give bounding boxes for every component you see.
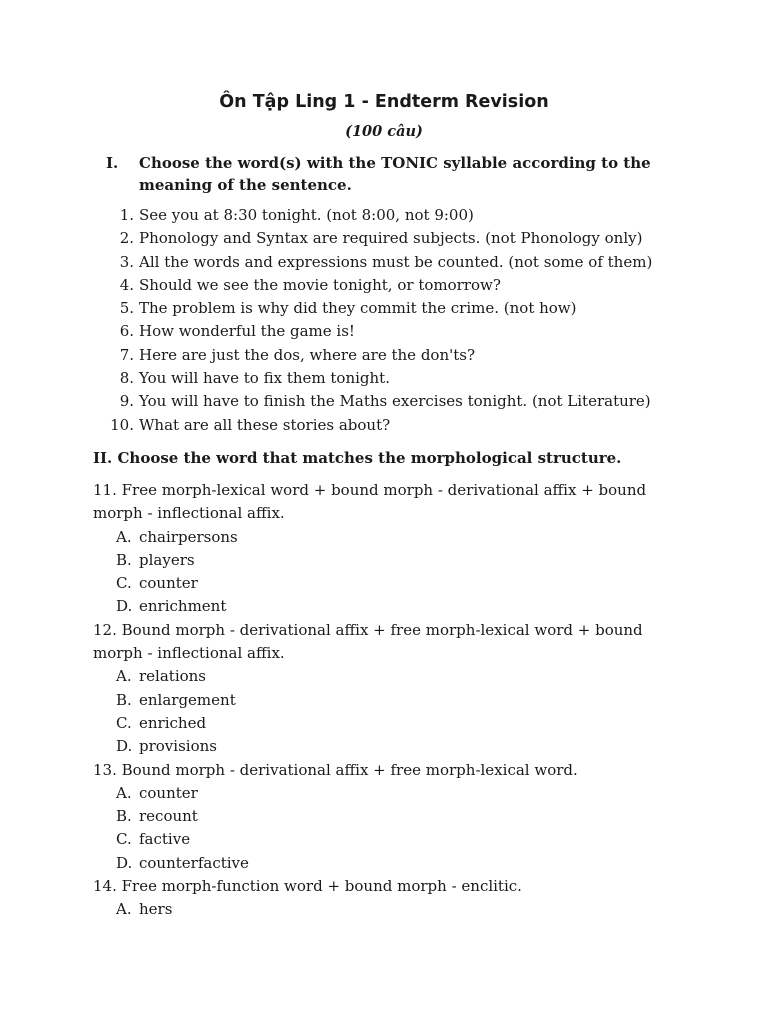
option-text: hers xyxy=(139,900,173,919)
item-text: How wonderful the game is! xyxy=(139,322,355,341)
list-item xyxy=(0,367,768,390)
option xyxy=(93,735,673,758)
list-item xyxy=(0,251,768,274)
item-number: 8. xyxy=(119,369,134,388)
item-number: 9. xyxy=(119,392,134,411)
option xyxy=(93,898,673,921)
option-letter: D. xyxy=(116,737,133,756)
option-letter: C. xyxy=(116,574,132,593)
item-text: You will have to fix them tonight. xyxy=(139,369,390,388)
question xyxy=(93,759,673,875)
page-title: Ôn Tập Ling 1 - Endterm Revision xyxy=(219,92,549,112)
item-number: 7. xyxy=(119,345,134,364)
item-text: You will have to finish the Maths exercises tonight. (not Literature) xyxy=(139,392,651,411)
option xyxy=(93,805,673,828)
option-text: enlargement xyxy=(139,690,236,709)
list-item xyxy=(0,204,768,227)
section-2-questions xyxy=(93,479,673,922)
question xyxy=(93,619,673,759)
option-text: factive xyxy=(139,830,191,849)
question-stem: 14. Free morph-function word + bound morph - enclitic. xyxy=(93,877,522,896)
list-item xyxy=(0,414,768,437)
item-text: Should we see the movie tonight, or tomorrow? xyxy=(139,275,501,294)
option-letter: B. xyxy=(116,690,132,709)
option-text: players xyxy=(139,550,195,569)
option-text: enriched xyxy=(139,713,207,732)
option xyxy=(93,828,673,851)
item-number: 4. xyxy=(119,275,134,294)
section-1-title: Choose the word(s) with the TONIC syllable according to the meaning of the sentence. xyxy=(139,154,651,194)
list-item xyxy=(0,227,768,250)
list-item xyxy=(0,297,768,320)
item-number: 10. xyxy=(110,415,134,434)
section-1-list xyxy=(0,204,768,437)
item-number: 1. xyxy=(119,206,134,224)
option xyxy=(93,572,673,595)
item-number: 2. xyxy=(119,229,134,248)
item-text: Phonology and Syntax are required subjects. (not Phonology only) xyxy=(139,229,643,248)
option-text: chairpersons xyxy=(139,527,238,546)
option-letter: C. xyxy=(116,713,132,732)
item-text: See you at 8:30 tonight. (not 8:00, not 9:00) xyxy=(139,206,474,224)
option-text: counter xyxy=(139,783,198,802)
list-item xyxy=(0,390,768,413)
option-letter: A. xyxy=(116,527,132,546)
option-text: recount xyxy=(139,807,198,826)
question-stem: 11. Free morph-lexical word + bound morph - derivational affix + bound morph - inflectional affix. xyxy=(93,481,647,523)
option xyxy=(93,852,673,875)
option xyxy=(93,549,673,572)
option-letter: D. xyxy=(116,597,133,616)
question xyxy=(93,479,673,619)
list-item xyxy=(0,320,768,343)
item-text: The problem is why did they commit the crime. (not how) xyxy=(139,299,577,318)
option-list xyxy=(93,782,673,875)
option xyxy=(93,689,673,712)
item-text: Here are just the dos, where are the don'ts? xyxy=(139,345,476,364)
option-letter: B. xyxy=(116,550,132,569)
section-2-heading: II. Choose the word that matches the morphological structure. xyxy=(93,449,622,467)
question-stem: 12. Bound morph - derivational affix + free morph-lexical word + bound morph - inflectional affix. xyxy=(93,620,643,663)
option xyxy=(93,595,673,618)
option-list xyxy=(93,665,673,758)
item-number: 5. xyxy=(119,299,134,318)
option-letter: B. xyxy=(116,807,132,826)
item-text: What are all these stories about? xyxy=(139,415,391,434)
option-list xyxy=(93,526,673,619)
option-text: provisions xyxy=(139,737,217,756)
page-subtitle: (100 câu) xyxy=(345,123,423,140)
item-number: 6. xyxy=(119,322,134,341)
option-list xyxy=(93,898,673,921)
item-text: All the words and expressions must be counted. (not some of them) xyxy=(139,252,653,271)
option-text: counter xyxy=(139,574,198,593)
option-letter: D. xyxy=(116,853,133,872)
option-letter: A. xyxy=(116,667,132,686)
option-letter: A. xyxy=(116,783,132,802)
option-letter: C. xyxy=(116,830,132,849)
option xyxy=(93,782,673,805)
option xyxy=(93,526,673,549)
option-text: relations xyxy=(139,667,207,686)
list-item xyxy=(0,344,768,367)
item-number: 3. xyxy=(119,252,134,271)
option xyxy=(93,712,673,735)
list-item xyxy=(0,274,768,297)
option-text: counterfactive xyxy=(139,853,249,872)
section-1-number: I. xyxy=(106,154,119,172)
option-letter: A. xyxy=(116,900,132,919)
option-text: enrichment xyxy=(139,597,227,616)
question xyxy=(93,875,673,922)
option xyxy=(93,665,673,688)
question-stem: 13. Bound morph - derivational affix + free morph-lexical word. xyxy=(93,760,578,779)
